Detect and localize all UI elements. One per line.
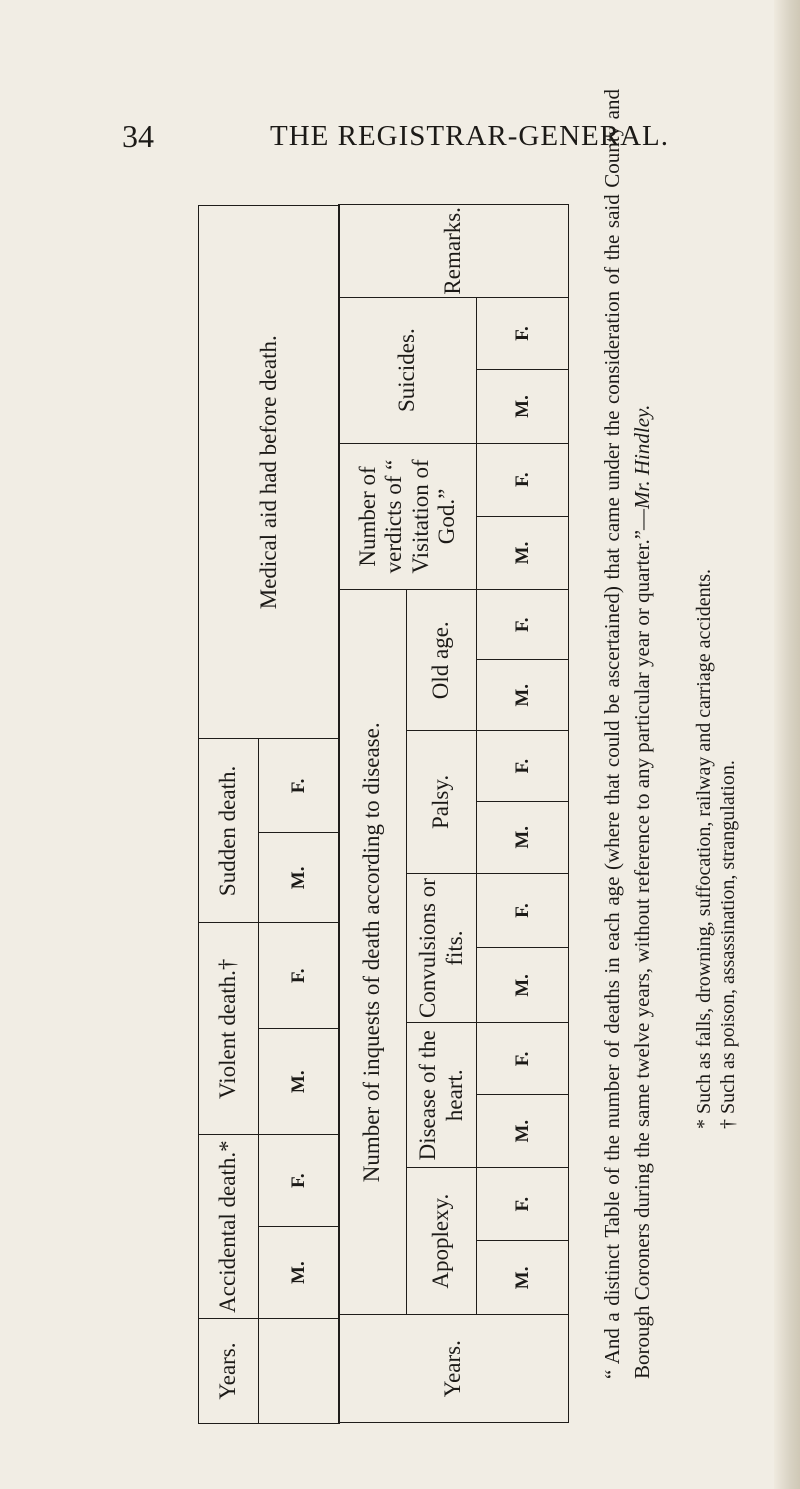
apoplexy-header: Apoplexy. bbox=[407, 1167, 477, 1314]
quote-attribution: Mr. Hindley. bbox=[630, 404, 654, 509]
convulsions-f-cell: F. bbox=[477, 873, 569, 948]
deaths-by-cause-table bbox=[198, 205, 340, 1424]
sudden-m-cell: M. bbox=[259, 833, 340, 923]
accidental-f-cell: F. bbox=[259, 1135, 340, 1227]
footnote-quote bbox=[597, 89, 657, 1379]
convulsions-m-cell: M. bbox=[477, 948, 569, 1023]
suicides-f-cell: F. bbox=[477, 297, 569, 370]
old-age-f-cell: F. bbox=[477, 590, 569, 660]
heart-disease-header: Disease of the heart. bbox=[407, 1023, 477, 1168]
violent-m-cell: M. bbox=[259, 1029, 340, 1135]
years-header-2: Years. bbox=[339, 1315, 569, 1423]
years-cell bbox=[259, 1319, 340, 1424]
accidental-death-header: Accidental death.* bbox=[199, 1135, 259, 1319]
old-age-m-cell: M. bbox=[477, 660, 569, 731]
suicides-header: Suicides. bbox=[339, 297, 477, 443]
violent-death-header: Violent death.† bbox=[199, 923, 259, 1135]
years-header: Years. bbox=[199, 1319, 259, 1424]
inquests-by-disease-table bbox=[338, 204, 569, 1423]
violent-f-cell: F. bbox=[259, 923, 340, 1029]
suicides-m-cell: M. bbox=[477, 370, 569, 443]
running-title: THE REGISTRAR-GENERAL. bbox=[270, 120, 669, 152]
apoplexy-m-cell: M. bbox=[477, 1241, 569, 1315]
visitation-f-cell: F. bbox=[477, 443, 569, 516]
apoplexy-f-cell: F. bbox=[477, 1167, 569, 1240]
sudden-f-cell: F. bbox=[259, 739, 340, 833]
visitation-verdicts-header: Number of verdicts of “ Visitation of God.” bbox=[339, 443, 477, 590]
heart-f-cell: F. bbox=[477, 1023, 569, 1095]
remarks-header: Remarks. bbox=[339, 205, 569, 298]
palsy-m-cell: M. bbox=[477, 802, 569, 874]
convulsions-header: Convulsions or fits. bbox=[407, 873, 477, 1023]
footnote-violent: † Such as poison, assassination, strangulation. bbox=[717, 760, 739, 1129]
inquests-by-disease-header: Number of inquests of death according to disease. bbox=[339, 590, 407, 1315]
accidental-m-cell: M. bbox=[259, 1227, 340, 1319]
medical-aid-header: Medical aid had before death. bbox=[199, 206, 340, 740]
palsy-header: Palsy. bbox=[407, 731, 477, 873]
old-age-header: Old age. bbox=[407, 590, 477, 731]
footnotes bbox=[692, 229, 740, 1129]
sudden-death-header: Sudden death. bbox=[199, 739, 259, 923]
heart-m-cell: M. bbox=[477, 1095, 569, 1168]
palsy-f-cell: F. bbox=[477, 731, 569, 802]
footnote-accidental: * Such as falls, drowning, suffocation, railway and carriage accidents. bbox=[693, 569, 715, 1129]
visitation-m-cell: M. bbox=[477, 516, 569, 590]
quote-text: “ And a distinct Table of the number of deaths in each age (where that could be ascertained) that came under the consideration of the said County and Borough Coroners during the same twelve years, without reference to any particular year or quarter.”— bbox=[600, 89, 654, 1379]
page-number: 34 bbox=[122, 118, 154, 154]
